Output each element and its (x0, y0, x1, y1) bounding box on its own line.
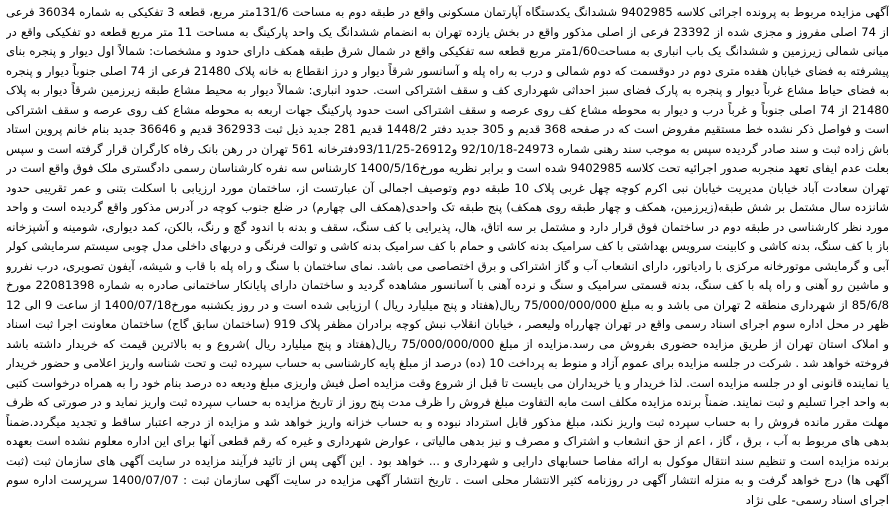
notice-body-text: آگهی مزایده مربوط به پرونده اجرائی کلاسه 9402985 ششدانگ یکدستگاه آپارتمان مسکونی واقع در طبقه دوم به مساحت 131/6متر مربع، قطعه 3 تفکیکی به شماره 36034 فرعی از 74 اصلی مفروز و مجزی شده از 23392 فرعی از اصلی مذکور واقع در بخش یازده تهران به انضمام ششدانگ یک واحد پارکینگ به مساحت 11 متر مربع قطعه دو تفکیکی واقع در میانی شمالی زیرزمین و ششدانگ یک باب انباری به مساحت1/60متر مربع قطعه سه تفکیکی واقع در شمال شرق طبقه همکف دارای حدود و مشخصات: شمالاً اول دیوار و پنجره بنای پیشرفته به فضای خیابان هفده متری دوم در دوقسمت که دوم شمالی و درب به راه پله و آسانسور شرقاً دیوار و درز انقطاع به خانه پلاک 21480 فرعی از 74 اصلی جنوباً دیوار و پنجره به فضای حیاط مشاع غرباً دیوار و پنجره به پارک فضای سبز احداثی شهرداری کف و سقف اشتراکی است. حدود انباری: شمالاً دیوار به محیط مشاع طبقه زیرزمین شرقاً دیوار به پلاک 21480 از 74 اصلی جنوباً و غرباً درب و دیوار به محوطه مشاع کف روی عرصه و سقف اشتراکی است حدود پارکینگ جهات اربعه به محوطه مشاع کف روی عرصه و سقف اشتراکی است و فواصل ذکر نشده خط مستقیم مفروض است که در صفحه 368 قدیم و 305 جدید دفتر 1448/2 قدیم 281 جدید ذیل ثبت 362933 قدیم و 36646 جدید بنام خانم پروین استاد باش زاده ثبت و سند صادر گردیده سپس به موجب سند رهنی شماره 24973-92/10/18 و26912-93/11/25دفترخانه 561 تهران در رهن بانک رفاه کارگران قرار گرفته است و سپس بعلت عدم ایفای تعهد منجربه صدور اجرائیه تحت کلاسه 9402985 شده است و برابر نظریه مورخ1400/5/16 کارشناس سه نفره کارشناسان رسمی دادگستری ملک فوق واقع است در تهران سعادت آباد خیابان مدیریت خیابان نبی اکرم کوچه چهل غربی پلاک 10 طبقه دوم وتوصیف اجمالی آن عبارتست از، ساختمان مورد ارزیابی با اسکلت بتنی و عمر تقریبی حدود شانزده سال مشتمل بر شش طبقه(زیرزمین، همکف و چهار طبقه روی همکف) پنج طبقه تک واحدی(همکف الی چهارم) در ضلع جنوب کوچه در آدرس مذکور واقع گردیده است و واحد مورد نظر کارشناسی در طبقه دوم در ساختمان فوق قرار دارد و مشتمل بر سه اتاق، هال، پذیرایی با کف سنگ، سقف و بدنه با اندود گچ و رنگ، بالکن، کمد دیواری، شومینه و آشپزخانه باز با کف سنگ، بدنه کاشی و کابینت سرویس بهداشتی با کف سرامیک بدنه کاشی و حمام با کف سرامیک بدنه کاشی و توالت فرنگی و دربهای داخلی مدل چوبی سیستم سرمایشی کولر آبی و گرمایشی موتورخانه مرکزی با رادیاتور، دارای انشعاب آب و گاز اشتراکی و برق اختصاصی می باشد. نمای ساختمان با سنگ و راه پله با قاب و شیشه، آیفون تصویری، درب نفررو و ماشین رو آهنی و راه پله با کف سنگ، بدنه قسمتی سرامیک و سنگ و نرده آهنی با آسانسور مشاهده گردید و ساختمان دارای پایانکار ساختمانی صادره به شماره 22081398 مورخ 85/6/8 از شهرداری منطقه 2 تهران می باشد و به مبلغ 75/000/000/000 ریال(هفتاد و پنج میلیارد ریال ) ارزیابی شده است و در روز یکشنبه مورخ1400/07/18 از ساعت 9 الی 12 ظهر در محل اداره سوم اجرای اسناد رسمی واقع در تهران چهارراه ولیعصر ، خیابان انقلاب نبش کوچه برادران مظفر پلاک 919 (ساختمان سابق گاج) ساختمان معاونت اجرا ثبت اسناد و املاک استان تهران از طریق مزایده حضوری بفروش می رسد.مزایده از مبلغ 75/000/000/000 ریال(هفتاد و پنج میلیارد ریال )شروع و به بالاترین قیمت که خریدار داشته باشد فروخته خواهد شد . شرکت در جلسه مزایده برای عموم آزاد و منوط به پرداخت 10 (ده) درصد از مبلغ پایه کارشناسی به حساب سپرده ثبت و تحت شناسه واریز اعلامی و حضور خریدار یا نماینده قانونی او در جلسه مزایده است. لذا خریدار و یا خریداران می بایست تا قبل از شروع وقت مزایده اصل فیش واریزی مبلغ ودیعه ده درصد بنام خود را به همراه درخواست کتبی به واحد اجرا تسلیم و ثبت نمایند. ضمناً برنده مزایده مکلف است مابه التفاوت مبلغ فروش را ظرف مدت پنج روز از تاریخ مزایده به حساب سپرده ثبت واریز نماید و در صورتی که ظرف مهلت مقرر مانده فروش را به حساب سپرده ثبت واریز نکند، مبلغ مذکور قابل استرداد نبوده و به حساب خزانه واریز خواهد شد و مزایده از درجه اعتبار ساقط و تجدید میگردد.ضمناً بدهی های مربوط به آب ، برق ، گاز ، اعم از حق انشعاب و اشتراک و مصرف و نیز بدهی مالیاتی ، عوارض شهرداری و غیره که رقم قطعی آنها برای این اداره معلوم نشده است بعهده برنده مزایده است و تنظیم سند انتقال موکول به ارائه مفاصا حسابهای دارایی و شهرداری و ... خواهد بود . این آگهی پس از تائید فرآیند مزایده در سایت آگهی های سازمان ثبت (ثبت آگهی ها) درج خواهد گرفت و به منزله انتشار آگهی در روزنامه کثیر الانتشار محلی است . تاریخ انتشار آگهی مزایده در سایت آگهی سازمان ثبت : 1400/07/07 سرپرست اداره سوم اجرای اسناد رسمی- علی نژاد (6, 5, 889, 507)
auction-notice (6, 3, 889, 528)
